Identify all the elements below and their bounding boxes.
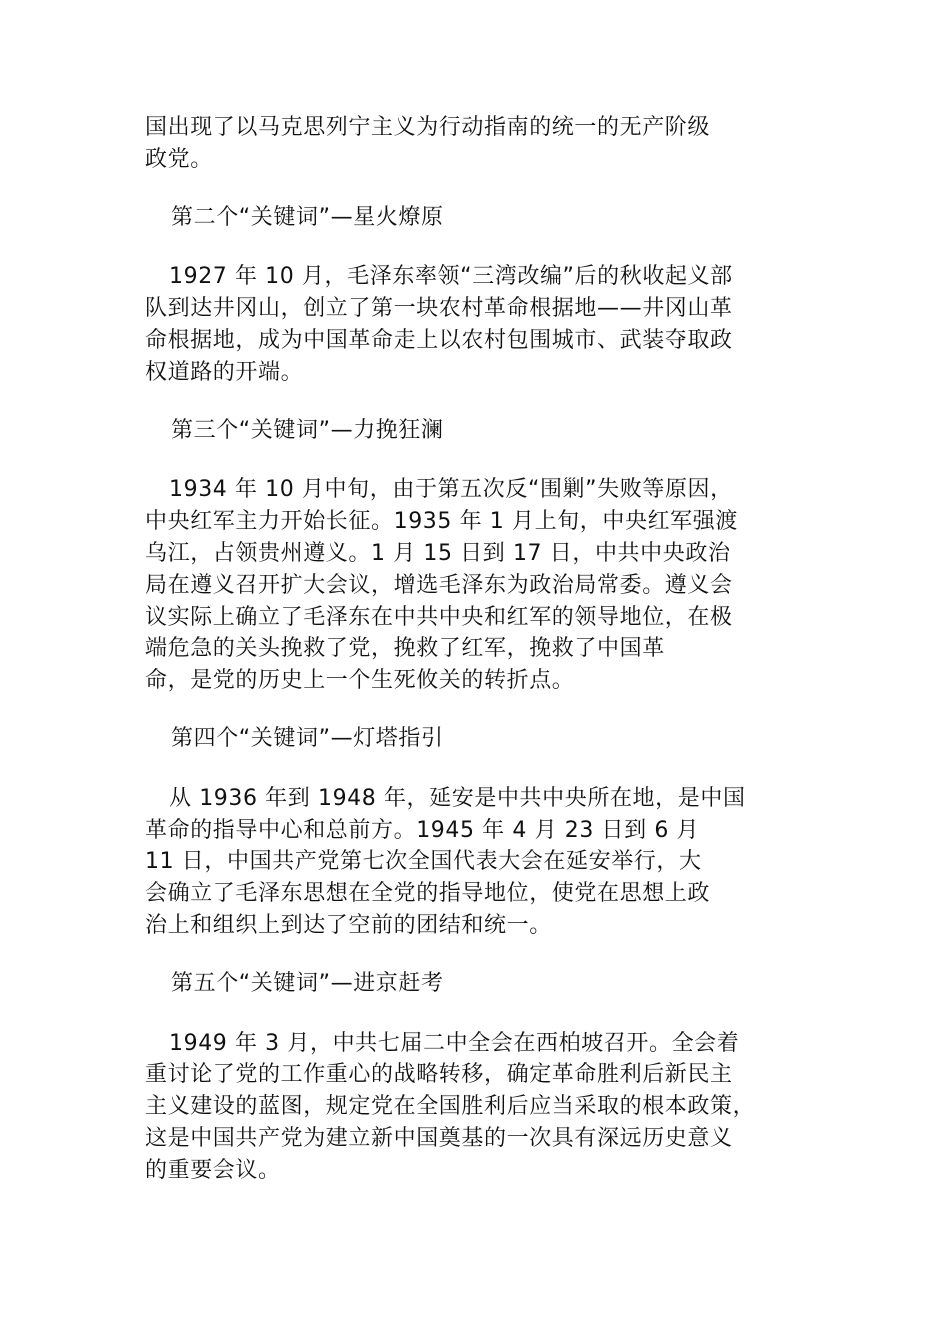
text-line: 政党。 <box>145 146 213 172</box>
text-line: 议实际上确立了毛泽东在中共中央和红军的领导地位，在极 <box>145 604 733 630</box>
text-line: 1934 年 10 月中旬，由于第五次反“围剿”失败等原因， <box>169 477 733 503</box>
section-heading: 第三个“关键词”—力挽狂澜 <box>171 417 444 443</box>
section-paragraph <box>145 1028 810 1187</box>
text-line: 的重要会议。 <box>145 1157 281 1183</box>
text-line: 乌江，占领贵州遵义。1 月 15 日到 17 日，中共中央政治 <box>145 540 731 566</box>
text-line: 会确立了毛泽东思想在全党的指导地位，使党在思想上政 <box>145 881 711 907</box>
text-line: 治上和组织上到达了空前的团结和统一。 <box>145 912 552 938</box>
section-paragraph <box>145 783 810 942</box>
section-heading: 第四个“关键词”—灯塔指引 <box>171 725 444 751</box>
text-line: 命根据地，成为中国革命走上以农村包围城市、武装夺取政 <box>145 327 733 353</box>
text-line: 重讨论了党的工作重心的战略转移，确定革命胜利后新民主 <box>145 1062 733 1088</box>
text-line: 端危急的关头挽救了党，挽救了红军，挽救了中国革 <box>145 636 665 662</box>
text-line: 从 1936 年到 1948 年，延安是中共中央所在地，是中国 <box>169 785 746 811</box>
text-line: 局在遵义召开扩大会议，增选毛泽东为政治局常委。遵义会 <box>145 572 733 598</box>
section-paragraph <box>145 261 810 388</box>
text-line: 1927 年 10 月，毛泽东率领“三湾改编”后的秋收起义部 <box>169 264 733 290</box>
intro-paragraph <box>145 112 810 176</box>
text-line: 国出现了以马克思列宁主义为行动指南的统一的无产阶级 <box>145 115 711 140</box>
text-line: 11 日，中国共产党第七次全国代表大会在延安举行，大 <box>145 849 702 875</box>
text-line: 权道路的开端。 <box>145 359 304 385</box>
section-heading: 第二个“关键词”—星火燎原 <box>171 204 444 230</box>
text-line: 队到达井冈山，创立了第一块农村革命根据地——井冈山革 <box>145 296 733 322</box>
text-line: 1949 年 3 月，中共七届二中全会在西柏坡召开。全会着 <box>169 1030 740 1056</box>
document-body <box>145 112 810 1187</box>
section-paragraph <box>145 474 810 697</box>
text-line: 命，是党的历史上一个生死攸关的转折点。 <box>145 668 575 694</box>
section-heading: 第五个“关键词”—进京赶考 <box>171 970 444 996</box>
text-line: 这是中国共产党为建立新中国奠基的一次具有深远历史意义 <box>145 1125 733 1151</box>
text-line: 革命的指导中心和总前方。1945 年 4 月 23 日到 6 月 <box>145 817 700 843</box>
text-line: 主义建设的蓝图，规定党在全国胜利后应当采取的根本政策， <box>145 1094 756 1120</box>
text-line: 中央红军主力开始长征。1935 年 1 月上旬，中央红军强渡 <box>145 509 738 535</box>
